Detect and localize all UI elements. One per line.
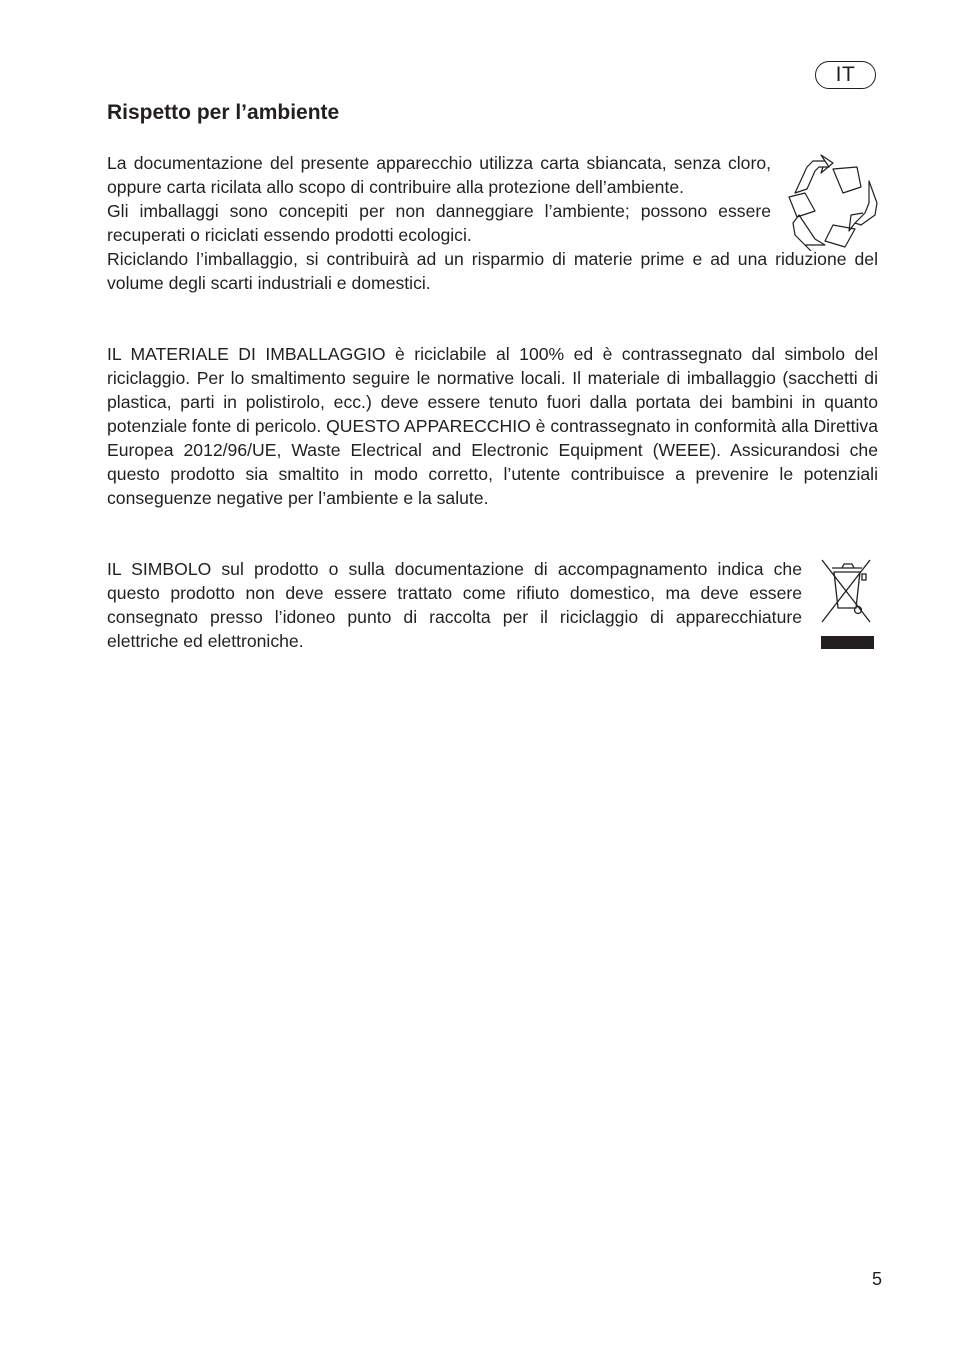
- paragraph-intro-text-1: La documentazione del presente apparecchio utilizza carta sbiancata, senza cloro, oppure carta ricilata allo scopo di contribuire alla protezione dell’ambiente.: [107, 153, 771, 197]
- language-badge: IT: [815, 61, 876, 89]
- recycle-icon: [785, 153, 881, 251]
- paragraph-weee: [107, 557, 802, 653]
- crossed-out-wheeled-bin-icon: [818, 556, 876, 652]
- page-number: 5: [872, 1269, 883, 1289]
- paragraph-intro: [107, 151, 878, 295]
- paragraph-packaging: [107, 342, 878, 510]
- paragraph-intro-text-2: Gli imballaggi sono concepiti per non danneggiare l’ambiente; possono essere recuperati o riciclati essendo prodotti ecologici.: [107, 201, 771, 245]
- paragraph-intro-text-3: Riciclando l’imballaggio, si contribuirà ad un risparmio di materie prime e ad una riduzione del volume degli scarti industriali e domestici.: [107, 249, 878, 293]
- paragraph-packaging-text: IL MATERIALE DI IMBALLAGGIO è riciclabile al 100% ed è contrassegnato dal simbolo del riciclaggio. Per lo smaltimento seguire le normative locali. Il materiale di imballaggio (sacchetti di plastica, parti in polistirolo, ecc.) deve essere tenuto fuori dalla portata dei bambini in quanto potenziale fonte di pericolo. QUESTO APPARECCHIO è contrassegnato in conformità alla Direttiva Europea 2012/96/UE, Waste Electrical and Electronic Equipment (WEEE). Assicurandosi che questo prodotto sia smaltito in modo corretto, l’utente contribuisce a prevenire le potenziali conseguenze negative per l’ambiente e la salute.: [107, 344, 878, 508]
- paragraph-weee-text: IL SIMBOLO sul prodotto o sulla documentazione di accompagnamento indica che questo prodotto non deve essere trattato come rifiuto domestico, ma deve essere consegnato presso l’idoneo punto di raccolta per il riciclaggio di apparecchiature elettriche ed elettroniche.: [107, 559, 802, 651]
- page-title: Rispetto per l’ambiente: [107, 101, 340, 124]
